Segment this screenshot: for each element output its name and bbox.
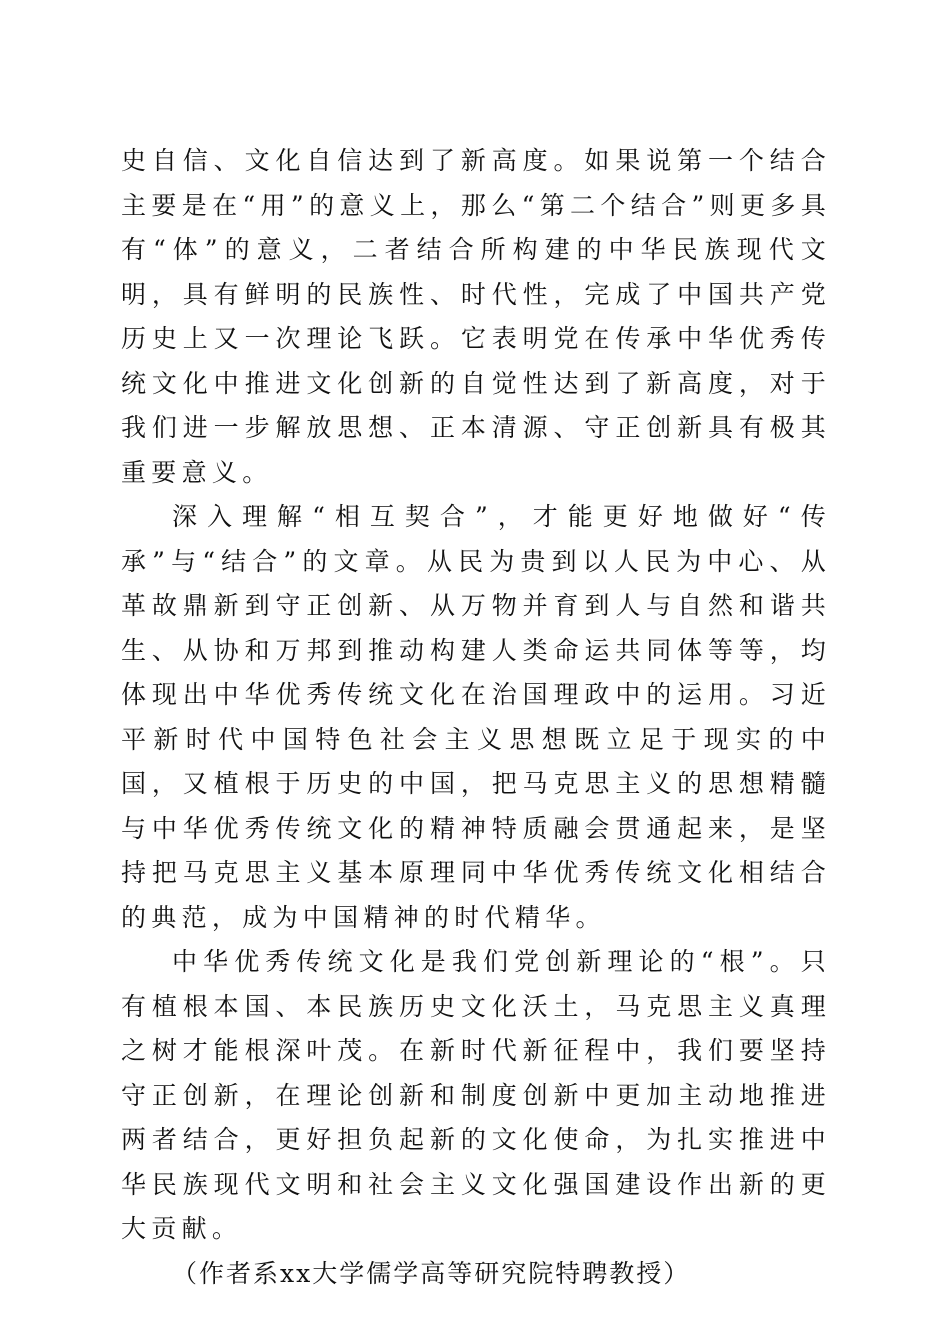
paragraph-continued: 史自信、文化自信达到了新高度。如果说第一个结合主要是在“用”的意义上，那么“第二个结合”则更多具有“体”的意义，二者结合所构建的中华民族现代文明，具有鲜明的民族性、时代性，完成了中国共产党历史上又一次理论飞跃。它表明党在传承中华优秀传统文化中推进文化创新的自觉性达到了新高度，对于我们进一步解放思想、正本清源、守正创新具有极其重要意义。 — [121, 146, 831, 487]
paragraph: 深入理解“相互契合”，才能更好地做好“传承”与“结合”的文章。从民为贵到以人民为中心、从革故鼎新到守正创新、从万物并育到人与自然和谐共生、从协和万邦到推动构建人类命运共同体等等，均体现出中华优秀传统文化在治国理政中的运用。习近平新时代中国特色社会主义思想既立足于现实的中国，又植根于历史的中国，把马克思主义的思想精髓与中华优秀传统文化的精神特质融会贯通起来，是坚持把马克思主义基本原理同中华优秀传统文化相结合的典范，成为中国精神的时代精华。 — [121, 502, 831, 932]
paragraph: 中华优秀传统文化是我们党创新理论的“根”。只有植根本国、本民族历史文化沃土，马克思主义真理之树才能根深叶茂。在新时代新征程中，我们要坚持守正创新，在理论创新和制度创新中更加主动地推进两者结合，更好担负起新的文化使命，为扎实推进中华民族现代文明和社会主义文化强国建设作出新的更大贡献。 — [121, 947, 831, 1243]
article-body — [121, 139, 831, 1296]
author-signature: （作者系xx大学儒学高等研究院特聘教授） — [172, 1258, 691, 1288]
